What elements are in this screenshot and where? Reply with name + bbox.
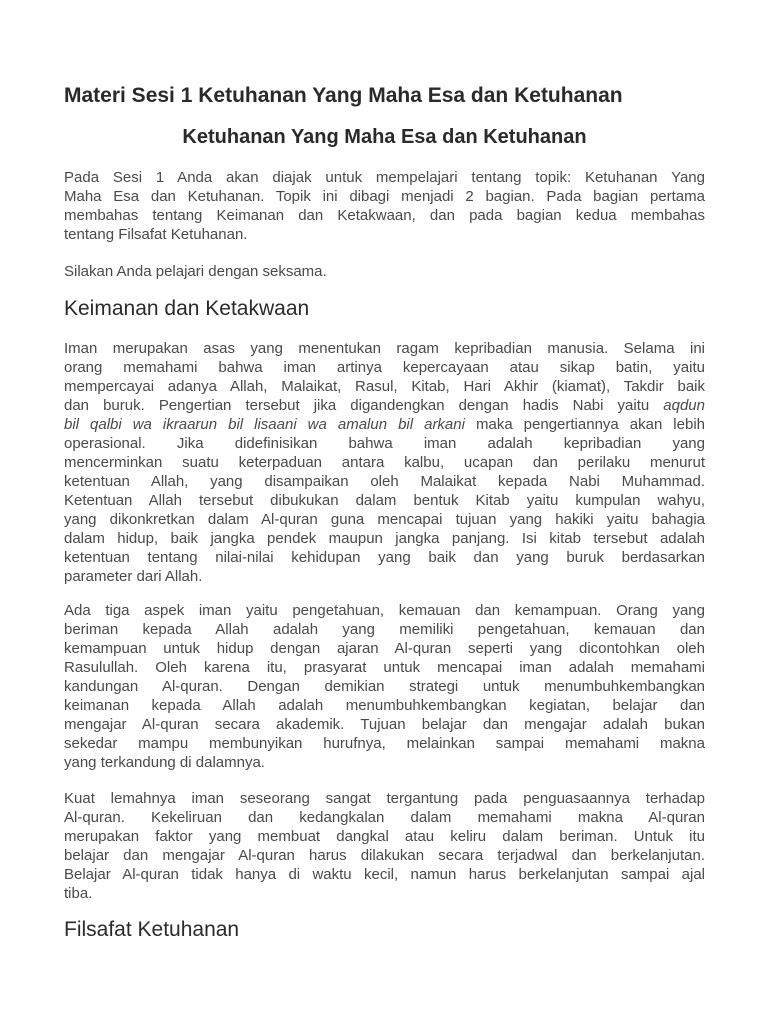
paragraph-line: Kuat lemahnya iman seseorang sangat tergantung pada penguasaannya terhadap [64,790,705,807]
paragraph-line: parameter dari Allah. [64,568,203,585]
paragraph-line: dalam hidup, baik jangka pendek maupun jangka panjang. Isi kitab tersebut adalah [64,530,705,547]
paragraph-line: Ada tiga aspek iman yaitu pengetahuan, kemauan dan kemampuan. Orang yang [64,602,705,619]
intro-line: Pada Sesi 1 Anda akan diajak untuk mempelajari tentang topik: Ketuhanan Yang [64,169,705,186]
paragraph-line: orang memahami bahwa iman artinya kepercayaan atau sikap batin, yaitu [64,359,705,376]
paragraph-line: Iman merupakan asas yang menentukan ragam kepribadian manusia. Selama ini [64,340,705,357]
intro-line: tentang Filsafat Ketuhanan. [64,226,248,243]
paragraph-line [64,415,705,434]
paragraph-line: mengajar Al-quran secara akademik. Tujuan belajar dan mengajar adalah bukan [64,716,705,733]
paragraph-text: maka pengertiannya akan lebih [464,416,705,433]
paragraph-line: Ketentuan Allah tersebut dibukukan dalam bentuk Kitab yaitu kumpulan wahyu, [64,492,705,509]
section-heading-filsafat: Filsafat Ketuhanan [64,918,240,941]
paragraph-line: belajar dan mengajar Al-quran harus dilakukan secara terjadwal dan berkelanjutan. [64,847,705,864]
paragraph-line: yang dikonkretkan dalam Al-quran guna mencapai tujuan yang hakiki yaitu bahagia [64,511,705,528]
paragraph-line: operasional. Jika didefinisikan bahwa iman adalah kepribadian yang [64,435,705,452]
paragraph-line: yang terkandung di dalamnya. [64,754,265,771]
document-subtitle: Ketuhanan Yang Maha Esa dan Ketuhanan [182,126,587,148]
instruction-paragraph [64,262,705,281]
paragraph-line: kandungan Al-quran. Dengan demikian strategi untuk menumbuhkembangkan [64,678,705,695]
hadith-phrase-italic: aqdun [663,397,705,414]
paragraph-line: merupakan faktor yang membuat dangkal atau keliru dalam beriman. Untuk itu [64,828,705,845]
paragraph-line: Belajar Al-quran tidak hanya di waktu kecil, namun harus berkelanjutan sampai ajal [64,866,705,883]
intro-line: membahas tentang Keimanan dan Ketakwaan, dan pada bagian kedua membahas [64,207,705,224]
intro-line: Maha Esa dan Ketuhanan. Topik ini dibagi menjadi 2 bagian. Pada bagian pertama [64,188,705,205]
paragraph-line: Rasulullah. Oleh karena itu, prasyarat untuk mencapai iman adalah memahami [64,659,705,676]
paragraph-line: sekedar mampu membunyikan hurufnya, melainkan sampai memahami makna [64,735,705,752]
paragraph-line: tiba. [64,885,93,902]
paragraph-line: mencerminkan suatu keterpaduan antara kalbu, ucapan dan perilaku menurut [64,454,705,471]
paragraph-line [64,396,705,415]
document-title: Materi Sesi 1 Ketuhanan Yang Maha Esa dan Ketuhanan [64,84,623,107]
instruction-text: Silakan Anda pelajari dengan seksama. [64,263,327,280]
paragraph-line: beriman kepada Allah adalah yang memiliki pengetahuan, kemauan dan [64,621,705,638]
paragraph-text: dan buruk. Pengertian tersebut jika digandengkan dengan hadis Nabi yaitu [64,397,664,414]
intro-paragraph [64,168,705,244]
paragraph-line: ketentuan tentang nilai-nilai kehidupan yang baik dan yang buruk berdasarkan [64,549,705,566]
paragraph-line: kemampuan untuk hidup dengan ajaran Al-quran seperti yang dicontohkan oleh [64,640,705,657]
paragraph-line: mempercayai adanya Allah, Malaikat, Rasul, Kitab, Hari Akhir (kiamat), Takdir baik [64,378,705,395]
keimanan-paragraph-3 [64,789,705,903]
keimanan-paragraph-1 [64,339,705,586]
paragraph-line: Al-quran. Kekeliruan dan kedangkalan dalam memahami makna Al-quran [64,809,705,826]
paragraph-line: ketentuan Allah, yang disampaikan oleh Malaikat kepada Nabi Muhammad. [64,473,705,490]
section-heading-keimanan: Keimanan dan Ketakwaan [64,297,310,320]
keimanan-paragraph-2 [64,601,705,772]
hadith-phrase-italic: bil qalbi wa ikraarun bil lisaani wa amalun bil arkani [64,416,465,433]
paragraph-line: keimanan kepada Allah adalah menumbuhkembangkan kegiatan, belajar dan [64,697,705,714]
